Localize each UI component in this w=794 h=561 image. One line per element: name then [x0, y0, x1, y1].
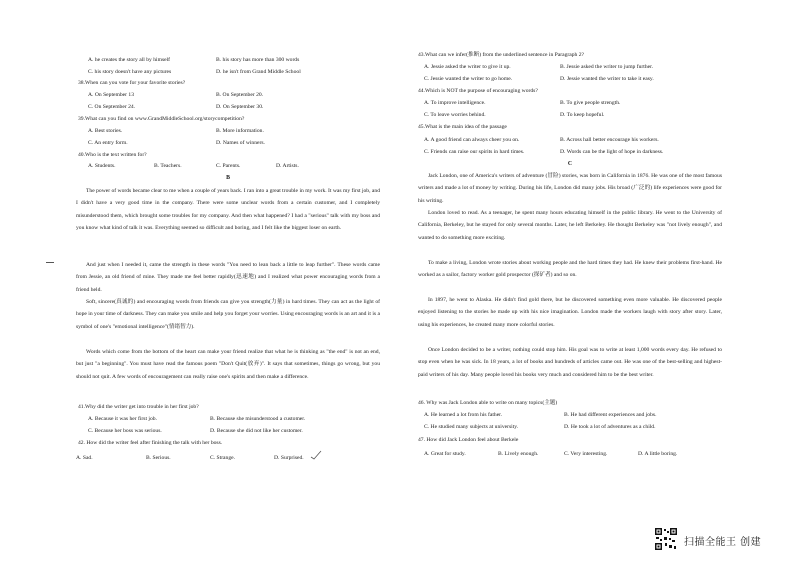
q39-option-c: C. An entry form. [88, 140, 128, 146]
q40-option-a: A. Students. [88, 163, 116, 169]
q37-option-b: B. his story has more than 300 words [216, 57, 300, 63]
q41-option-a: A. Because it was her first job. [88, 416, 157, 422]
q44-option-c: C. To leave worries behind. [424, 112, 486, 118]
q45-option-b: B. Across hall better encourage his workers. [560, 137, 659, 143]
q44-stem: 44.Which is NOT the purpose of encouraging words? [418, 88, 538, 94]
q45-option-a: A. A good friend can always cheer you on. [424, 137, 520, 143]
section-b-heading: B [226, 175, 230, 181]
qr-code-icon [655, 528, 677, 550]
q46-stem: 46. Why was Jack London able to write on many topics(主题) [418, 400, 558, 406]
q45-option-d: D. Words can be the light of hope in darkness. [560, 149, 664, 155]
section-c-heading: C [567, 161, 573, 167]
q38-option-c: C. On September 24. [88, 104, 136, 110]
q46-option-a: A. He learned a lot from his father. [424, 412, 503, 418]
q42-option-b: B. Serious. [146, 455, 171, 461]
passage-b-paragraph-2: And just when I needed it, came the strength in these words "You need to lean back a little to leap further". These words came from Jessie, an old friend of mine. They made me feel better rapidly(迅速地) and I realized what power encouraging words from a friend held. [76, 262, 380, 293]
q45-stem: 45.What is the main idea of the passage [418, 124, 507, 130]
camscanner-watermark: 扫描全能王 创建 [684, 537, 762, 548]
q37-option-d: D. he isn't from Grand Middle School [216, 69, 301, 75]
passage-c-paragraph-4: In 1897, he went to Alaska. He didn't find gold there, but he discovered something even more valuable. He discovered people enjoyed listening to the stories he made up with his nice imagination. London made the workers laugh with story after story. Later, using his experiences, he created many more colorful stories. [418, 297, 722, 328]
q38-option-a: A. On September 13 [88, 92, 134, 98]
q39-option-a: A. Best stories. [88, 128, 123, 134]
q44-option-a: A. To improve intelligence. [424, 100, 486, 106]
q43-option-c: C. Jessie wanted the writer to go home. [424, 76, 513, 82]
q43-option-d: D. Jessie wanted the writer to take it easy. [560, 76, 654, 82]
q39-stem: 39.What can you find on www.GrandMiddleSchool.org/storycompetition? [78, 116, 245, 122]
passage-b-paragraph-3: Soft, sincere(真诚的) and encouraging words from friends can give you strength(力量) in hard times. They can act as the light of hope in your time of darkness. They can make you smile and help you forget your worries. Using encouraging words is an art and it is a symbol of one's "emotional intelligence"(情绪智力). [76, 299, 380, 330]
q42-stem: 42. How did the writer feel after finishing the talk with her boss. [78, 440, 223, 446]
q46-option-b: B. He had different experiences and jobs. [564, 412, 657, 418]
q40-option-b: B. Teachers. [154, 163, 182, 169]
q38-option-b: B. On September 20. [216, 92, 264, 98]
q41-option-b: B. Because she misunderstood a customer. [210, 416, 306, 422]
q37-option-c: C. his story doesn't have any pictures [88, 69, 172, 75]
q46-option-d: D. He took a lot of adventures as a child. [564, 424, 656, 430]
q43-option-b: B. Jessie asked the writer to jump further. [560, 64, 654, 70]
q38-stem: 38.When can you vote for your favorite stories? [78, 80, 186, 86]
q43-option-a: A. Jessie asked the writer to give it up. [424, 64, 511, 70]
q45-option-c: C. Friends can raise our spirits in hard times. [424, 149, 525, 155]
q47-option-a: A. Great for study. [424, 451, 466, 457]
pen-checkmark-icon [310, 450, 322, 460]
passage-b-paragraph-1: The power of words became clear to me when a couple of years back. I ran into a great trouble in my work. It was my first job, and I didn't have a very good time in the company. There were some unclear words from a certain customer, and I completely misunderstood them, which brought some troubles for my company. And then what happened? I had a "serious" talk with my boss and you know what kind of talk it was. Everything seemed so difficult and boring, and I felt like the biggest loser on earth. [76, 188, 380, 232]
right-page [418, 0, 722, 561]
q44-option-d: D. To keep hopeful. [560, 112, 605, 118]
q40-stem: 40.Who is the text written for? [78, 152, 147, 158]
passage-c-paragraph-5: Once London decided to be a writer, nothing could stop him. His goal was to write at least 1,000 words every day. He refused to stop even when he was sick. In 18 years, a lot of books and hundreds of articles came out. He was one of the best-selling and highest-paid writers of his day. Many people loved his books very much and considered him to be the best writer. [418, 347, 722, 378]
passage-c-paragraph-2: London loved to read. As a teenager, he spent many hours educating himself in the public library. He went to the University of California, Berkeley, but he stayed for only several months. Later, he left Berkeley. He thought Berkeley was "not lively enough", and wanted to do something more exciting. [418, 210, 722, 241]
q37-option-a: A. he creates the story all by himself [88, 57, 171, 63]
q39-option-b: B. More information. [216, 128, 264, 134]
left-page [76, 0, 380, 561]
q43-stem: 43.What can we infer(推断) from the underlined sentence in Paragraph 2? [418, 52, 585, 58]
q47-option-d: D. A little boring. [638, 451, 678, 457]
passage-b-paragraph-4: Words which come from the bottom of the heart can make your friend realize that what he is thinking as "the end" is not an end, but just "a beginning". You must have read the famous poem "Don't Quit(放弃)". It says that sometimes, things go wrong, but you should not quit. A few words of encouragement can really raise one's spirits and then make a difference. [76, 349, 380, 380]
q46-option-c: C. He studied many subjects at university. [424, 424, 519, 430]
q47-stem: 47. How did Jack London feel about Berkele [418, 437, 519, 443]
passage-c-paragraph-3: To make a living, London wrote stories about working people and the hard times they had. He knew their problems first-hand. He worked as a sailor, factory worker gold prospector (探矿者) and so on. [418, 260, 722, 279]
margin-dash [46, 262, 54, 263]
q42-option-a: A. Sad. [76, 455, 93, 461]
q42-option-d: D. Surprised. [274, 455, 304, 461]
passage-c-paragraph-1: Jack London, one of America's writers of adventure (冒险) stories, was born in California in 1876. He was one of the most famous writers and made a lot of money by writing. During his life, London did many jobs. His broad (广泛的) life experiences were good for his writing. [418, 173, 722, 204]
q40-option-c: C. Parents. [216, 163, 241, 169]
q41-option-d: D. Because she did not like her customer. [210, 428, 303, 434]
q38-option-d: D. On September 30. [216, 104, 264, 110]
q47-option-c: C. Very interesting. [564, 451, 608, 457]
q42-option-c: C. Strange. [210, 455, 236, 461]
q39-option-d: D. Names of winners. [216, 140, 265, 146]
q44-option-b: B. To give people strength. [560, 100, 621, 106]
q41-stem: 41.Why did the writer get into trouble in her first job? [78, 404, 199, 410]
q41-option-c: C. Because her boss was serious. [88, 428, 162, 434]
q40-option-d: D. Artists. [276, 163, 299, 169]
q47-option-b: B. Lively enough. [498, 451, 539, 457]
